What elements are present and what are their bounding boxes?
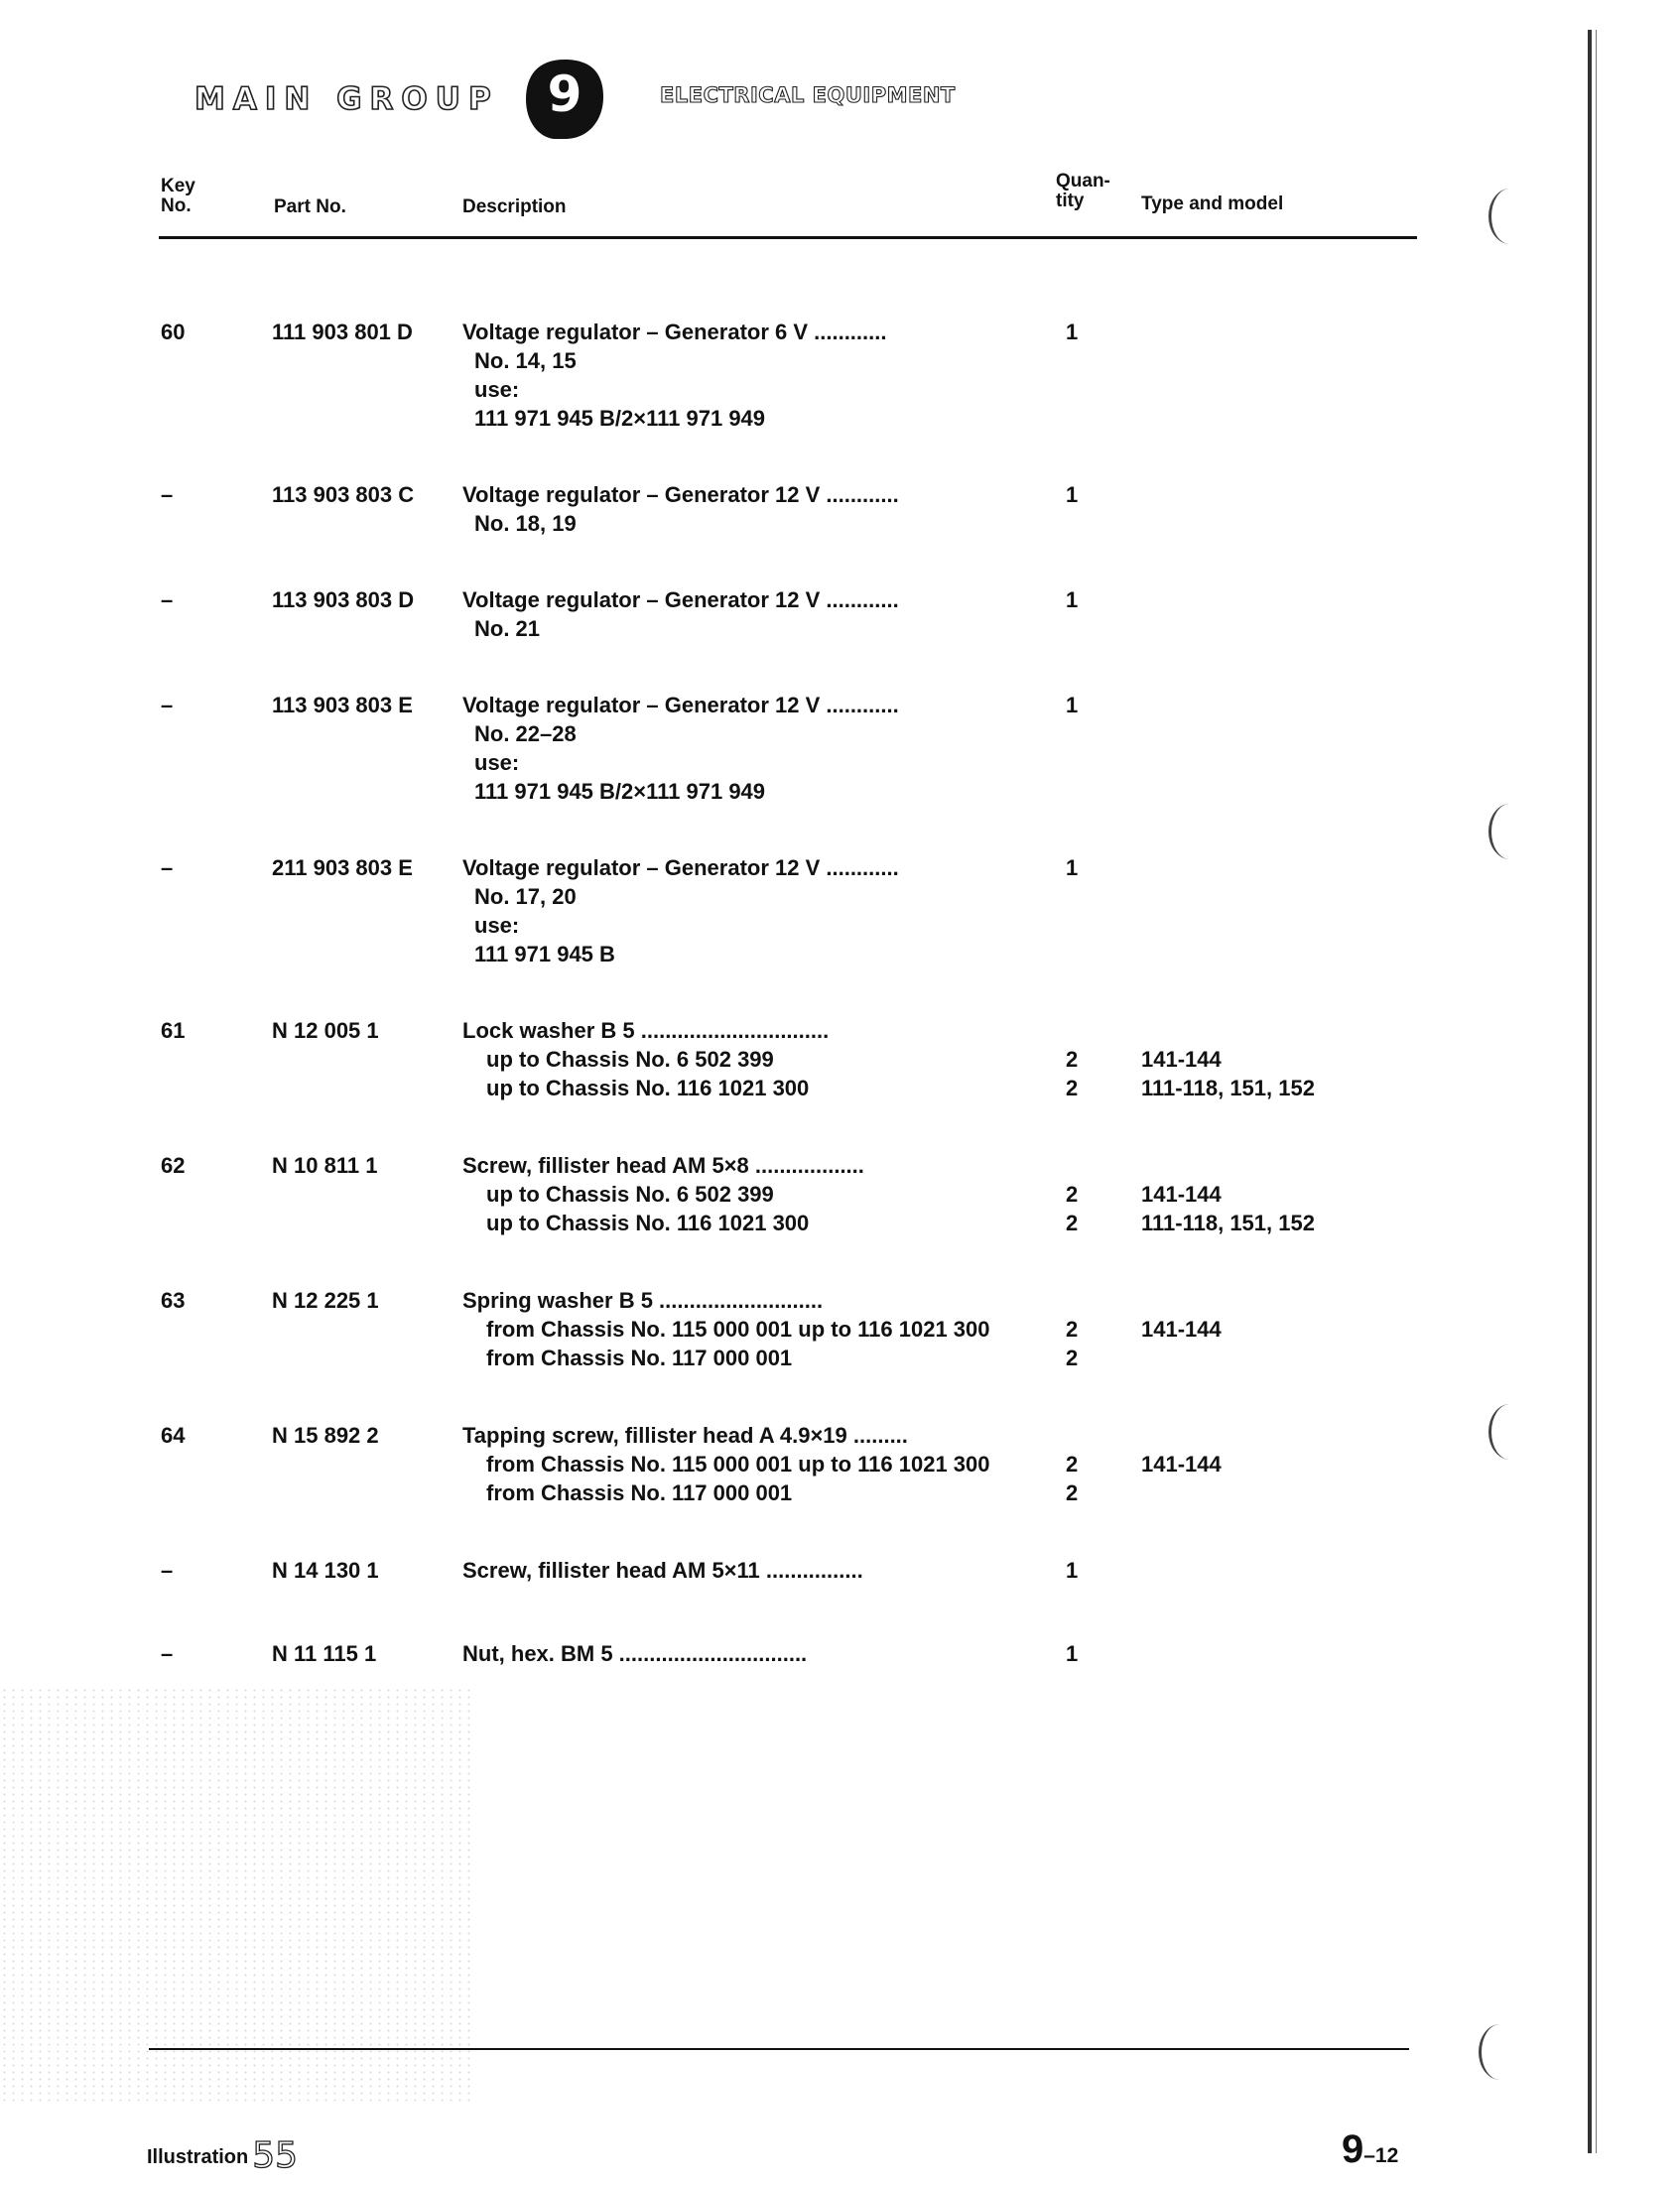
binder-ring-mark: [1488, 189, 1531, 244]
key-number: 64: [161, 1423, 186, 1448]
sub-line: from Chassis No. 117 000 001: [486, 1480, 793, 1505]
part-number: 113 903 803 E: [272, 693, 413, 717]
sub-line: from Chassis No. 115 000 001 up to 116 1021 300: [486, 1452, 990, 1477]
key-number: –: [161, 855, 174, 880]
col-quantity: Quan- tity: [1056, 171, 1110, 211]
description: Tapping screw, fillister head A 4.9×19 .........: [462, 1423, 908, 1448]
page-header: [0, 0, 1680, 159]
sub-line: No. 18, 19: [474, 511, 577, 536]
key-number: 62: [161, 1153, 186, 1178]
illustration-label: Illustration: [147, 2146, 249, 2168]
sub-line: No. 14, 15: [474, 348, 577, 373]
sub-type-model: 141-144: [1141, 1317, 1222, 1342]
key-number: –: [161, 1641, 174, 1666]
col-part-no: Part No.: [274, 196, 346, 217]
part-number: 211 903 803 E: [272, 855, 413, 880]
description: Screw, fillister head AM 5×11 ................: [462, 1558, 863, 1583]
part-number: 111 903 801 D: [272, 320, 413, 344]
key-number: –: [161, 482, 174, 507]
description: Spring washer B 5 ...........................: [462, 1288, 824, 1313]
sub-quantity: 2: [1066, 1317, 1079, 1342]
key-number: 63: [161, 1288, 186, 1313]
quantity: 1: [1066, 693, 1079, 717]
sub-line: use:: [474, 377, 520, 402]
illustration-number: 55: [252, 2135, 299, 2176]
part-number: N 10 811 1: [272, 1153, 378, 1178]
sub-line: 111 971 945 B/2×111 971 949: [474, 406, 766, 431]
group-number: 9: [547, 65, 582, 123]
sub-line: up to Chassis No. 116 1021 300: [486, 1211, 810, 1235]
description: Voltage regulator – Generator 12 V ............: [462, 587, 899, 612]
binder-ring-mark: [1479, 2024, 1521, 2080]
sub-type-model: 111-118, 151, 152: [1141, 1211, 1315, 1235]
sub-line: up to Chassis No. 6 502 399: [486, 1047, 774, 1072]
description: Nut, hex. BM 5 ...............................: [462, 1641, 808, 1666]
quantity: 1: [1066, 587, 1079, 612]
sub-line: 111 971 945 B: [474, 942, 615, 966]
sub-type-model: 141-144: [1141, 1452, 1222, 1477]
sub-line: use:: [474, 750, 520, 775]
description: Screw, fillister head AM 5×8 ..................: [462, 1153, 864, 1178]
quantity: 1: [1066, 1641, 1079, 1666]
key-number: –: [161, 1558, 174, 1583]
quantity: 1: [1066, 320, 1079, 344]
part-number: 113 903 803 C: [272, 482, 415, 507]
binder-ring-mark: [1488, 1404, 1531, 1460]
binder-edge: [1588, 30, 1592, 2153]
header-rule: [159, 236, 1417, 239]
page-number-main: 9: [1342, 2127, 1364, 2171]
part-number: 113 903 803 D: [272, 587, 415, 612]
sub-line: No. 17, 20: [474, 884, 577, 909]
sub-line: up to Chassis No. 116 1021 300: [486, 1076, 810, 1100]
sub-line: from Chassis No. 117 000 001: [486, 1346, 793, 1370]
sub-line: use:: [474, 913, 520, 938]
binder-ring-mark: [1488, 804, 1531, 859]
section-title: ELECTRICAL EQUIPMENT: [660, 83, 956, 107]
main-group-label: MAIN GROUP: [194, 81, 499, 117]
page-number: [1342, 2127, 1398, 2172]
sub-quantity: 2: [1066, 1346, 1079, 1370]
sub-type-model: 141-144: [1141, 1182, 1222, 1207]
key-number: –: [161, 587, 174, 612]
key-number: –: [161, 693, 174, 717]
quantity: 1: [1066, 482, 1079, 507]
sub-quantity: 2: [1066, 1182, 1079, 1207]
sub-quantity: 2: [1066, 1480, 1079, 1505]
part-number: N 12 225 1: [272, 1288, 379, 1313]
sub-quantity: 2: [1066, 1211, 1079, 1235]
col-key-no: Key No.: [161, 176, 195, 216]
sub-line: 111 971 945 B/2×111 971 949: [474, 779, 766, 804]
illustration-ref: [147, 2135, 298, 2176]
binder-edge-inner: [1596, 30, 1597, 2153]
sub-line: up to Chassis No. 6 502 399: [486, 1182, 774, 1207]
sub-quantity: 2: [1066, 1076, 1079, 1100]
col-description: Description: [462, 196, 567, 217]
sub-type-model: 141-144: [1141, 1047, 1222, 1072]
col-type-model: Type and model: [1141, 193, 1284, 214]
sub-line: No. 22–28: [474, 721, 577, 746]
scan-noise: [0, 1687, 476, 2104]
sub-type-model: 111-118, 151, 152: [1141, 1076, 1315, 1100]
part-number: N 12 005 1: [272, 1018, 379, 1043]
part-number: N 11 115 1: [272, 1641, 377, 1666]
part-number: N 14 130 1: [272, 1558, 379, 1583]
description: Voltage regulator – Generator 12 V ............: [462, 855, 899, 880]
key-number: 61: [161, 1018, 186, 1043]
quantity: 1: [1066, 855, 1079, 880]
quantity: 1: [1066, 1558, 1079, 1583]
key-number: 60: [161, 320, 186, 344]
sub-line: No. 21: [474, 616, 541, 641]
description: Voltage regulator – Generator 12 V ............: [462, 482, 899, 507]
page-number-sub: –12: [1363, 2144, 1399, 2167]
sub-line: from Chassis No. 115 000 001 up to 116 1021 300: [486, 1317, 990, 1342]
sub-quantity: 2: [1066, 1452, 1079, 1477]
description: Lock washer B 5 ...............................: [462, 1018, 830, 1043]
description: Voltage regulator – Generator 6 V ............: [462, 320, 887, 344]
description: Voltage regulator – Generator 12 V ............: [462, 693, 899, 717]
sub-quantity: 2: [1066, 1047, 1079, 1072]
part-number: N 15 892 2: [272, 1423, 379, 1448]
